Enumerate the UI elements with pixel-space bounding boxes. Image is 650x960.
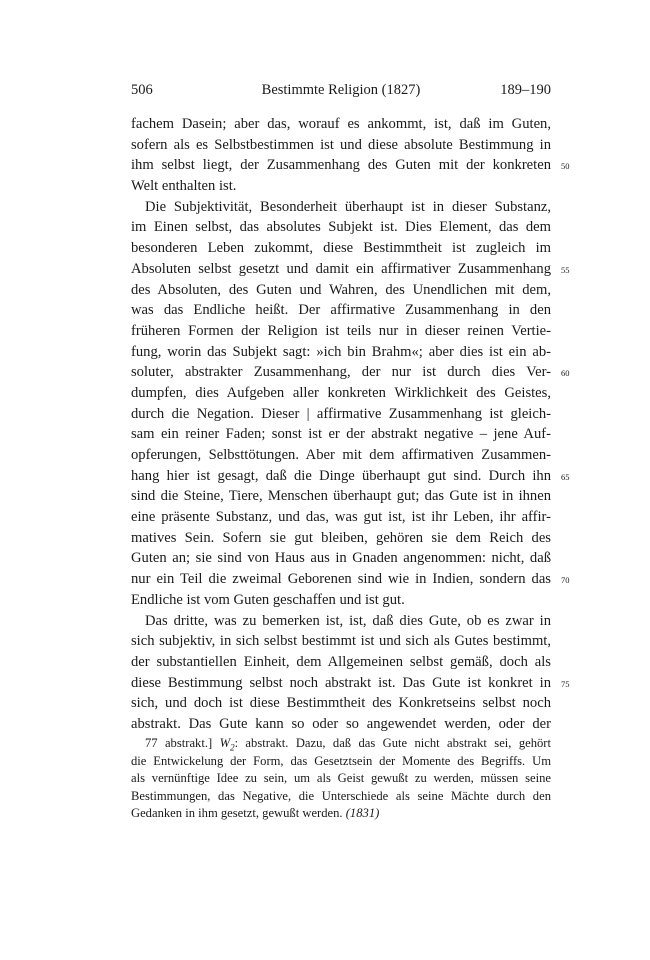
- main-text: [131, 114, 570, 735]
- text-line: [131, 404, 551, 425]
- text-line: [131, 424, 551, 445]
- footnote-line: die Entwickelung der Form, das Gesetztsein der Momente des Begriffs. Um: [131, 753, 551, 768]
- text-line-content: sind die Steine, Tiere, Menschen überhaupt gut; das Gute ist in ihnen: [131, 488, 551, 505]
- text-line: [131, 342, 551, 363]
- text-line-content: früheren Formen der Religion ist teils nur in dieser reinen Vertie-: [131, 322, 551, 339]
- text-line-content: sofern als es Selbstbestimmen ist und diese absolute Bestimmung in: [131, 136, 551, 153]
- footnote: [131, 735, 551, 823]
- text-line-content: dumpfen, dies Aufgeben aller konkreten Wirklichkeit des Geistes,: [131, 384, 551, 401]
- text-line-content: sich subjektiv, in sich selbst bestimmt ist und sich als Gutes bestimmt,: [131, 633, 551, 650]
- text-line: [131, 486, 551, 507]
- text-line-content: hang hier ist gesagt, daß die Dinge überhaupt gut sind. Durch ihn: [131, 467, 551, 484]
- text-line: [131, 238, 551, 259]
- footnote-line: Gedanken in ihm gesetzt, gewußt werden. (1831): [131, 806, 380, 821]
- text-line-content: Welt enthalten ist.: [131, 178, 237, 195]
- text-line: [131, 714, 551, 735]
- text-line: [131, 693, 551, 714]
- footnote-line: 77 abstrakt.] $W_2$: abstrakt. Dazu, daß das Gute nicht abstrakt sei, gehört: [145, 736, 551, 753]
- text-line-content: Endliche ist vom Guten geschaffen und ist gut.: [131, 591, 405, 608]
- text-line: [131, 197, 551, 218]
- running-header: [131, 82, 551, 102]
- text-line: [131, 362, 570, 383]
- text-line: [131, 528, 551, 549]
- text-line-content: nur ein Teil die zweimal Geborenen sind wie in Indien, sondern das: [131, 571, 551, 588]
- line-number: 75: [561, 678, 570, 689]
- page-reference: 189–190: [500, 82, 551, 98]
- text-line: [131, 548, 551, 569]
- text-line: [131, 445, 551, 466]
- text-line-content: sam ein reiner Faden; sonst ist er der abstrakt negative – jene Auf-: [131, 426, 551, 443]
- text-line: [131, 569, 570, 590]
- footnote-line: Bestimmungen, das Negative, die Unterschiede als seine Mächte durch den: [131, 788, 551, 803]
- text-line-content: Absoluten selbst gesetzt und damit ein affirmativer Zusammenhang: [131, 260, 551, 277]
- text-line-content: besonderen Leben zukommt, diese Bestimmtheit ist zugleich im: [131, 240, 551, 257]
- text-line: [131, 383, 551, 404]
- text-line-content: matives Sein. Sofern sie gut bleiben, gehören sie dem Reich des: [131, 529, 551, 546]
- text-line-content: sich, und doch ist diese Bestimmtheit des Konkretseins selbst noch: [131, 695, 551, 712]
- line-number: 55: [561, 264, 570, 275]
- text-line-content: fung, worin das Subjekt sagt: »ich bin Brahm«; aber dies ist ein ab-: [131, 343, 551, 360]
- text-line-content: soluter, abstrakter Zusammenhang, der nur ist durch dies Ver-: [131, 364, 551, 381]
- footnote-year: (1831): [345, 806, 380, 821]
- text-line: [131, 280, 551, 301]
- text-line: [131, 176, 551, 197]
- line-number: 60: [561, 368, 570, 379]
- page-number: 506: [131, 82, 153, 98]
- text-line: [131, 466, 570, 487]
- text-line: [131, 652, 551, 673]
- text-line-content: was das Endliche heißt. Der affirmative Zusammenhang in den: [131, 302, 551, 319]
- text-line-content: ihm selbst liegt, der Zusammenhang des Guten mit der konkreten: [131, 157, 551, 174]
- text-line-content: im Einen selbst, das absolutes Subjekt ist. Dies Element, das dem: [131, 219, 551, 236]
- text-line: [131, 300, 551, 321]
- text-line-content: fachem Dasein; aber das, worauf es ankommt, ist, daß im Guten,: [131, 116, 551, 132]
- text-line: [131, 673, 570, 694]
- text-line-content: der substantiellen Einheit, dem Allgemeinen selbst gemäß, doch als: [131, 653, 551, 670]
- line-number: 65: [561, 471, 570, 482]
- text-line: [131, 611, 551, 632]
- text-line: [131, 631, 551, 652]
- text-line-content: diese Bestimmung selbst noch abstrakt ist. Das Gute ist konkret in: [131, 674, 551, 691]
- line-number: 50: [561, 161, 570, 172]
- text-line: [131, 114, 551, 135]
- text-line: [131, 321, 551, 342]
- footnote-line: als vernünftige Idee zu sein, um als Geist gewußt zu werden, müssen seine: [131, 771, 551, 786]
- text-line: [131, 507, 551, 528]
- text-line-content: eine präsente Substanz, und das, was gut ist, ist ihr Leben, ihr affir-: [131, 509, 551, 526]
- text-line: [131, 590, 551, 611]
- line-number: 70: [561, 575, 570, 586]
- text-line-content: Die Subjektivität, Besonderheit überhaupt ist in dieser Substanz,: [145, 198, 551, 215]
- text-line-content: Guten an; sie sind von Haus aus in Gnaden angenommen: nicht, daß: [131, 550, 551, 567]
- text-line: [131, 155, 570, 176]
- running-title: Bestimmte Religion (1827): [261, 82, 421, 98]
- text-line-content: opferungen, Selbsttötungen. Aber mit dem affirmativen Zusammen-: [131, 447, 551, 463]
- text-line: [131, 135, 551, 156]
- text-line-content: Das dritte, was zu bemerken ist, ist, daß dies Gute, ob es zwar in: [145, 612, 551, 629]
- text-line: [131, 217, 551, 238]
- text-line: [131, 259, 570, 280]
- text-line-content: des Absoluten, des Guten und Wahren, des Unendlichen mit dem,: [131, 281, 551, 298]
- text-line-content: durch die Negation. Dieser | affirmative Zusammenhang ist gleich-: [131, 405, 551, 422]
- text-line-content: abstrakt. Das Gute kann so oder so angewendet werden, oder der: [131, 715, 551, 732]
